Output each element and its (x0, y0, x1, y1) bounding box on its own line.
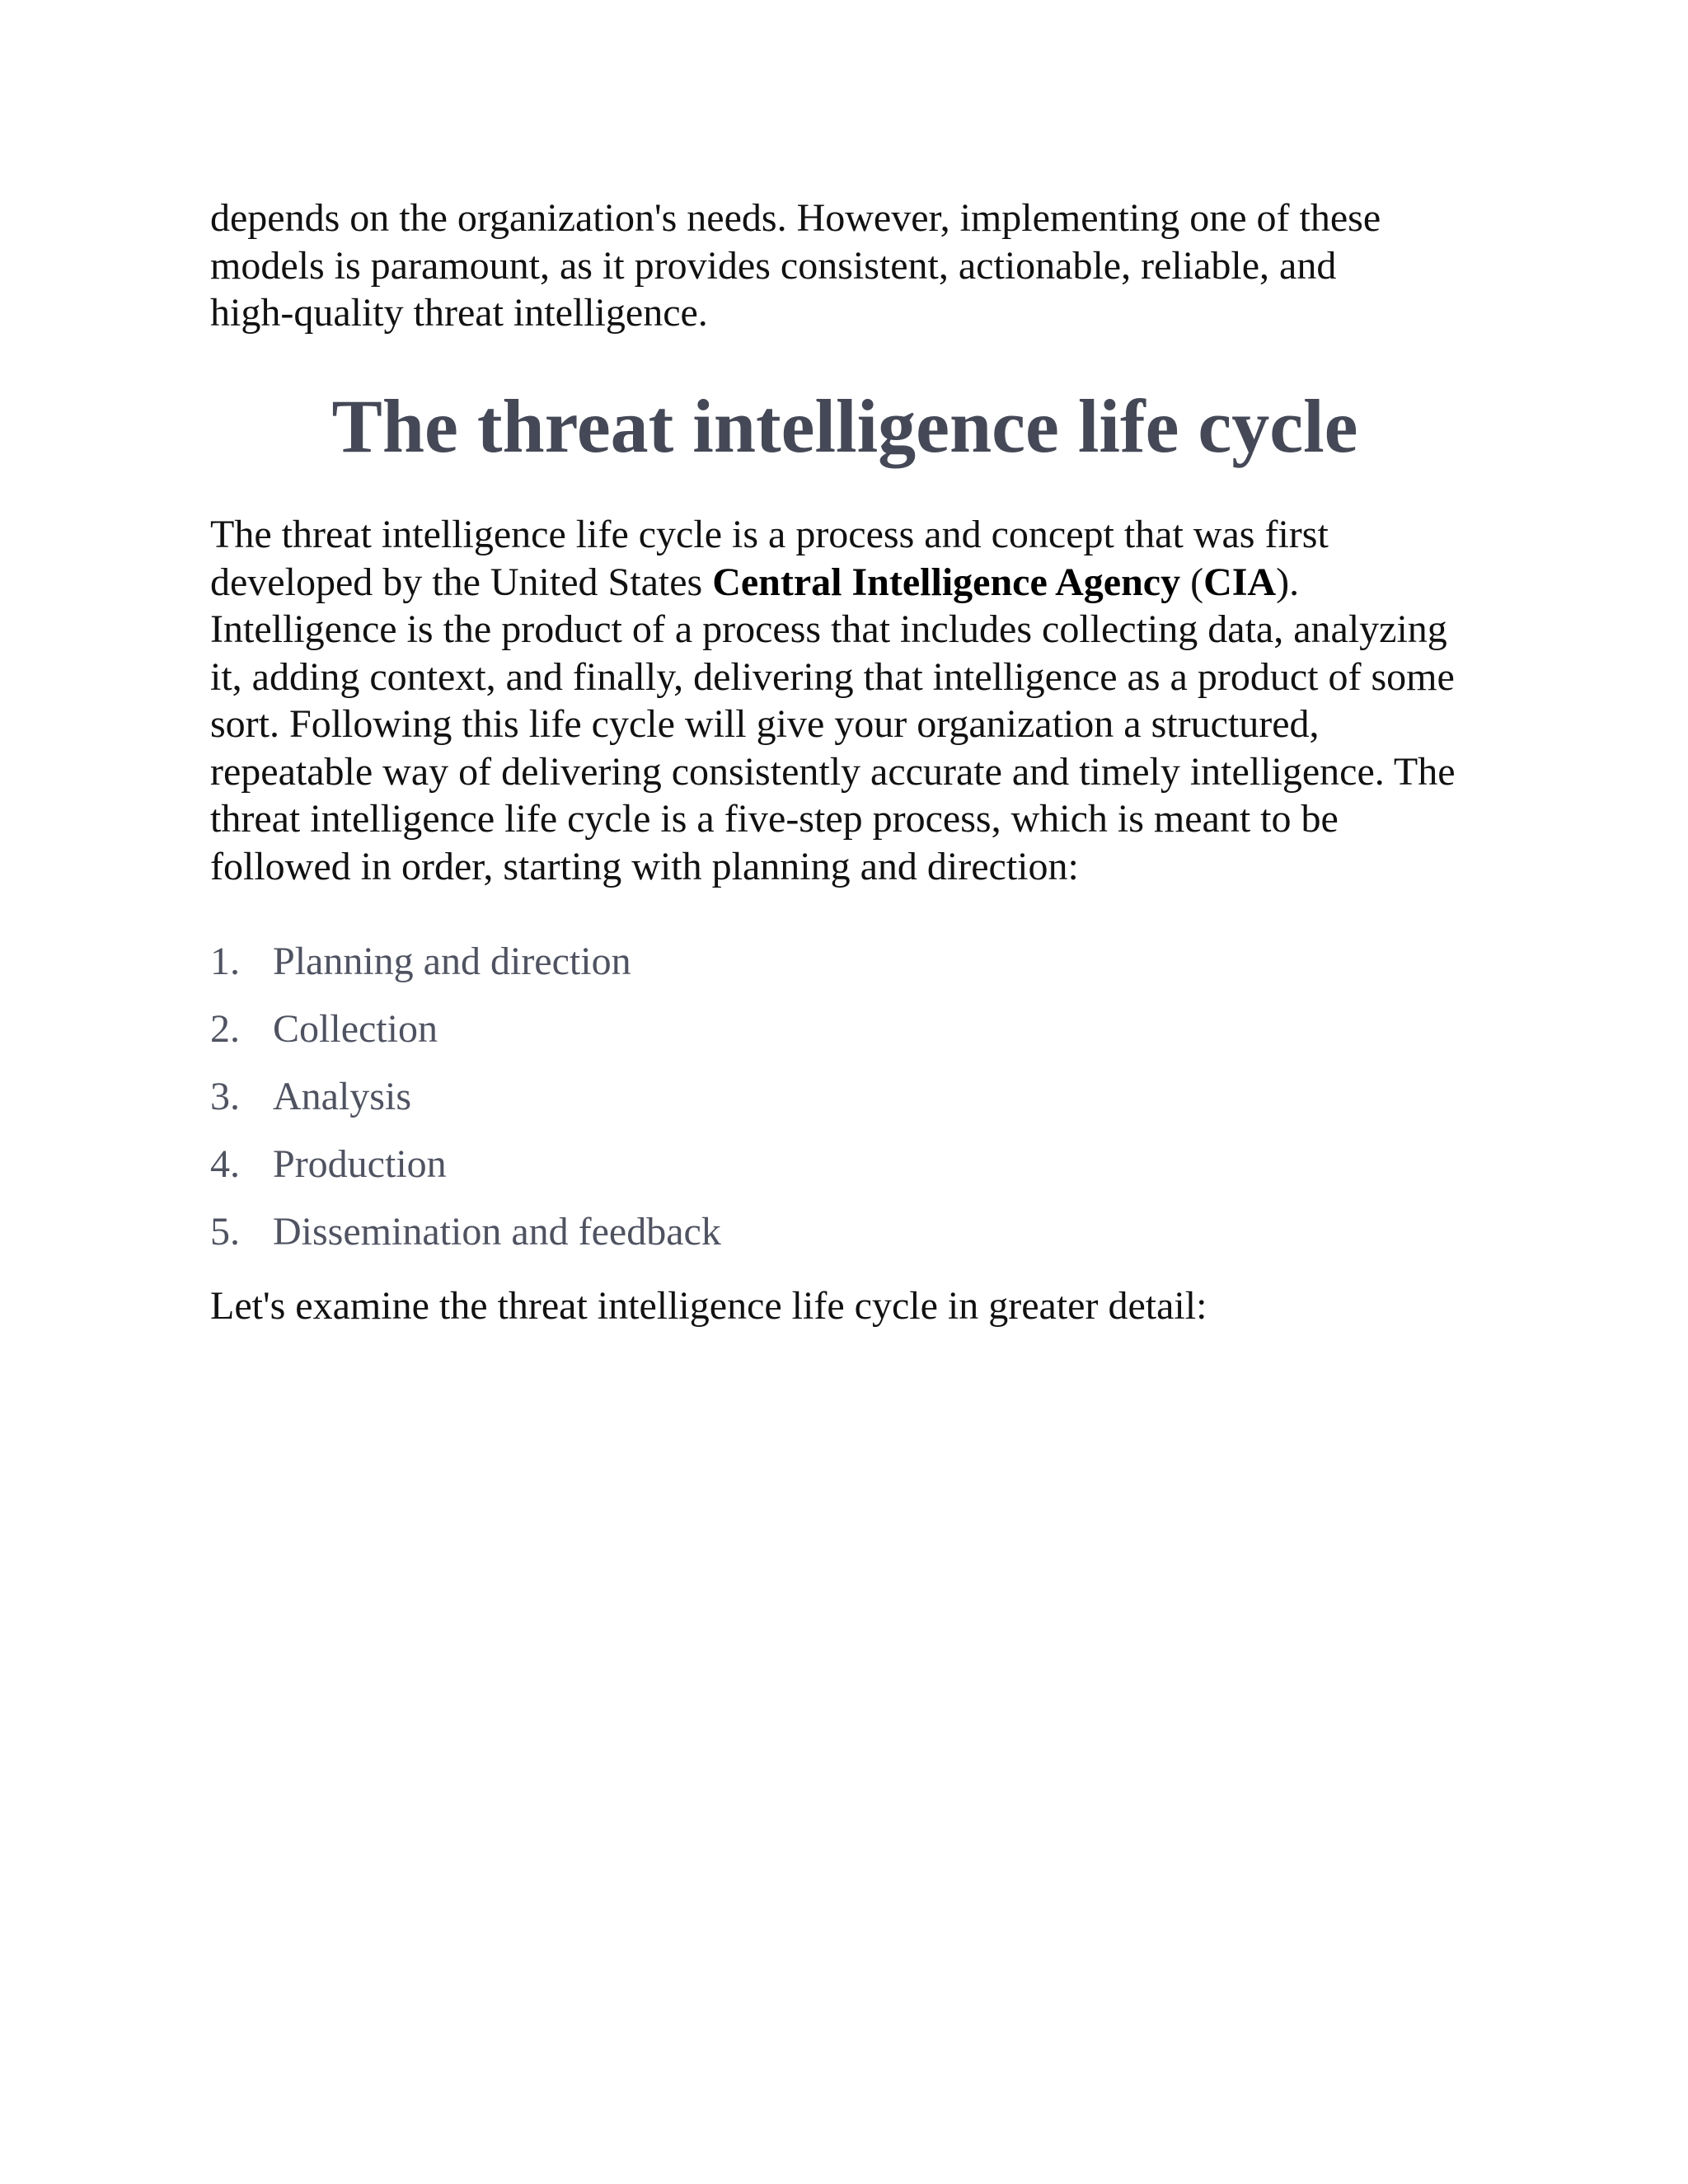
intro-line: depends on the organization's needs. However, implementing one of these (210, 196, 1381, 240)
list-number: 3. (210, 1075, 240, 1118)
list-number: 1. (210, 940, 240, 983)
lifecycle-steps-list (210, 928, 721, 1266)
list-item (210, 1131, 721, 1198)
section-heading: The threat intelligence life cycle (331, 384, 1358, 468)
list-item (210, 1198, 721, 1266)
body-paragraph (210, 511, 1479, 890)
body-text: ). Intelligence is the product of a process that includes collecting data, analyzing it, adding context, and finally, delivering that intelligence as a product of some sort. Following this life cycle will give your organization a structured, repeatable way of delivering consistently accurate and timely intelligence. The threat intelligence life cycle is a five-step process, which is meant to be followed in order, starting with planning and direction: (210, 560, 1456, 888)
bold-term-cia: CIA (1203, 560, 1277, 604)
list-item-label: Collection (273, 1007, 438, 1051)
list-item-label: Analysis (273, 1075, 411, 1118)
intro-paragraph (210, 194, 1479, 337)
list-item-label: Planning and direction (273, 940, 631, 983)
list-number: 2. (210, 1007, 240, 1051)
document-page (210, 194, 1479, 1328)
list-number: 5. (210, 1210, 240, 1254)
intro-line: models is paramount, as it provides consistent, actionable, reliable, and (210, 243, 1337, 288)
list-item-label: Dissemination and feedback (273, 1210, 721, 1254)
intro-line: high-quality threat intelligence. (210, 291, 708, 335)
list-item-label: Production (273, 1142, 447, 1186)
bold-term-cia-full: Central Intelligence Agency (712, 560, 1181, 604)
list-item (210, 996, 721, 1063)
list-item (210, 1063, 721, 1131)
body-text: The threat intelligence life cycle is a process and concept that was first developed by the United States (210, 513, 1329, 604)
body-text: ( (1180, 560, 1204, 604)
list-item (210, 928, 721, 996)
list-number: 4. (210, 1142, 240, 1186)
outro-paragraph: Let's examine the threat intelligence life cycle in greater detail: (210, 1284, 1207, 1328)
